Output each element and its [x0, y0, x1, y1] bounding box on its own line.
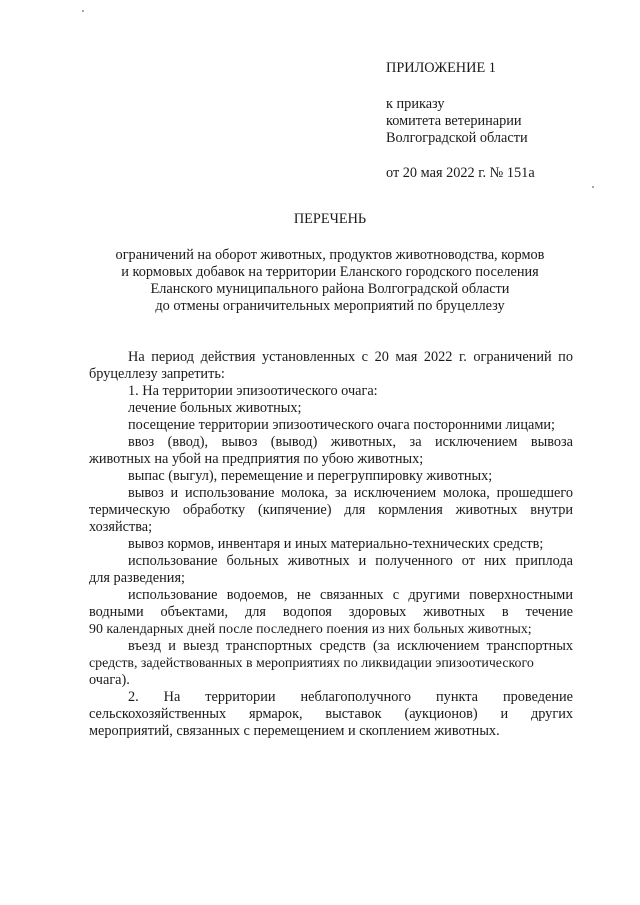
list-item: посещение территории эпизоотического очага посторонними лицами; [128, 417, 556, 433]
document-heading: ПЕРЕЧЕНЬ [293, 211, 367, 227]
scan-speck [82, 10, 84, 12]
committee-name: комитета ветеринарии [386, 113, 522, 129]
subtitle-line: ограничений на оборот животных, продуктов животноводства, кормов [115, 247, 545, 263]
subtitle-line: и кормовых добавок на территории Еланского городского поселения [121, 264, 539, 280]
scan-speck [592, 186, 594, 188]
body-line: На период действия установленных с 20 мая 2022 г. ограничений по [128, 349, 573, 365]
list-item: сельскохозяйственных ярмарок, выставок (аукционов) и других [89, 706, 573, 722]
list-item: термическую обработку (кипячение) для кормления животных внутри [89, 502, 573, 518]
list-item: животных на убой на предприятия по убою животных; [89, 451, 424, 467]
list-item: вывоз кормов, инвентаря и иных материально-технических средств; [128, 536, 544, 552]
list-heading: 2. На территории неблагополучного пункта проведение [128, 689, 573, 705]
list-item: для разведения; [89, 570, 185, 586]
list-item: выпас (выгул), перемещение и перегруппировку животных; [128, 468, 493, 484]
list-heading: 1. На территории эпизоотического очага: [128, 383, 378, 399]
body-line: бруцеллезу запретить: [89, 366, 225, 382]
list-item: въезд и выезд транспортных средств (за исключением транспортных [128, 638, 573, 654]
subtitle-line: Еланского муниципального района Волгоградской области [150, 281, 510, 297]
order-date: от 20 мая 2022 г. № 151а [386, 165, 535, 181]
list-item: хозяйства; [89, 519, 153, 535]
list-item: вывоз и использование молока, за исключением молока, прошедшего [128, 485, 573, 501]
list-item: водными объектами, для водопоя здоровых животных в течение [89, 604, 573, 620]
list-item: очага). [89, 672, 130, 688]
list-item: 90 календарных дней после последнего поения из них больных животных; [89, 622, 532, 637]
list-item: использование водоемов, не связанных с другими поверхностными [128, 587, 573, 603]
order-reference: к приказу [386, 96, 445, 112]
list-item: лечение больных животных; [128, 400, 302, 416]
list-item: мероприятий, связанных с перемещением и скоплением животных. [89, 723, 500, 739]
region-name: Волгоградской области [386, 130, 528, 146]
appendix-title: ПРИЛОЖЕНИЕ 1 [386, 60, 496, 76]
list-item: использование больных животных и полученного от них приплода [128, 553, 573, 569]
list-item: ввоз (ввод), вывоз (вывод) животных, за исключением вывоза [128, 434, 573, 450]
list-item: средств, задействованных в мероприятиях по ликвидации эпизоотического [89, 656, 534, 671]
subtitle-line: до отмены ограничительных мероприятий по бруцеллезу [155, 298, 505, 314]
